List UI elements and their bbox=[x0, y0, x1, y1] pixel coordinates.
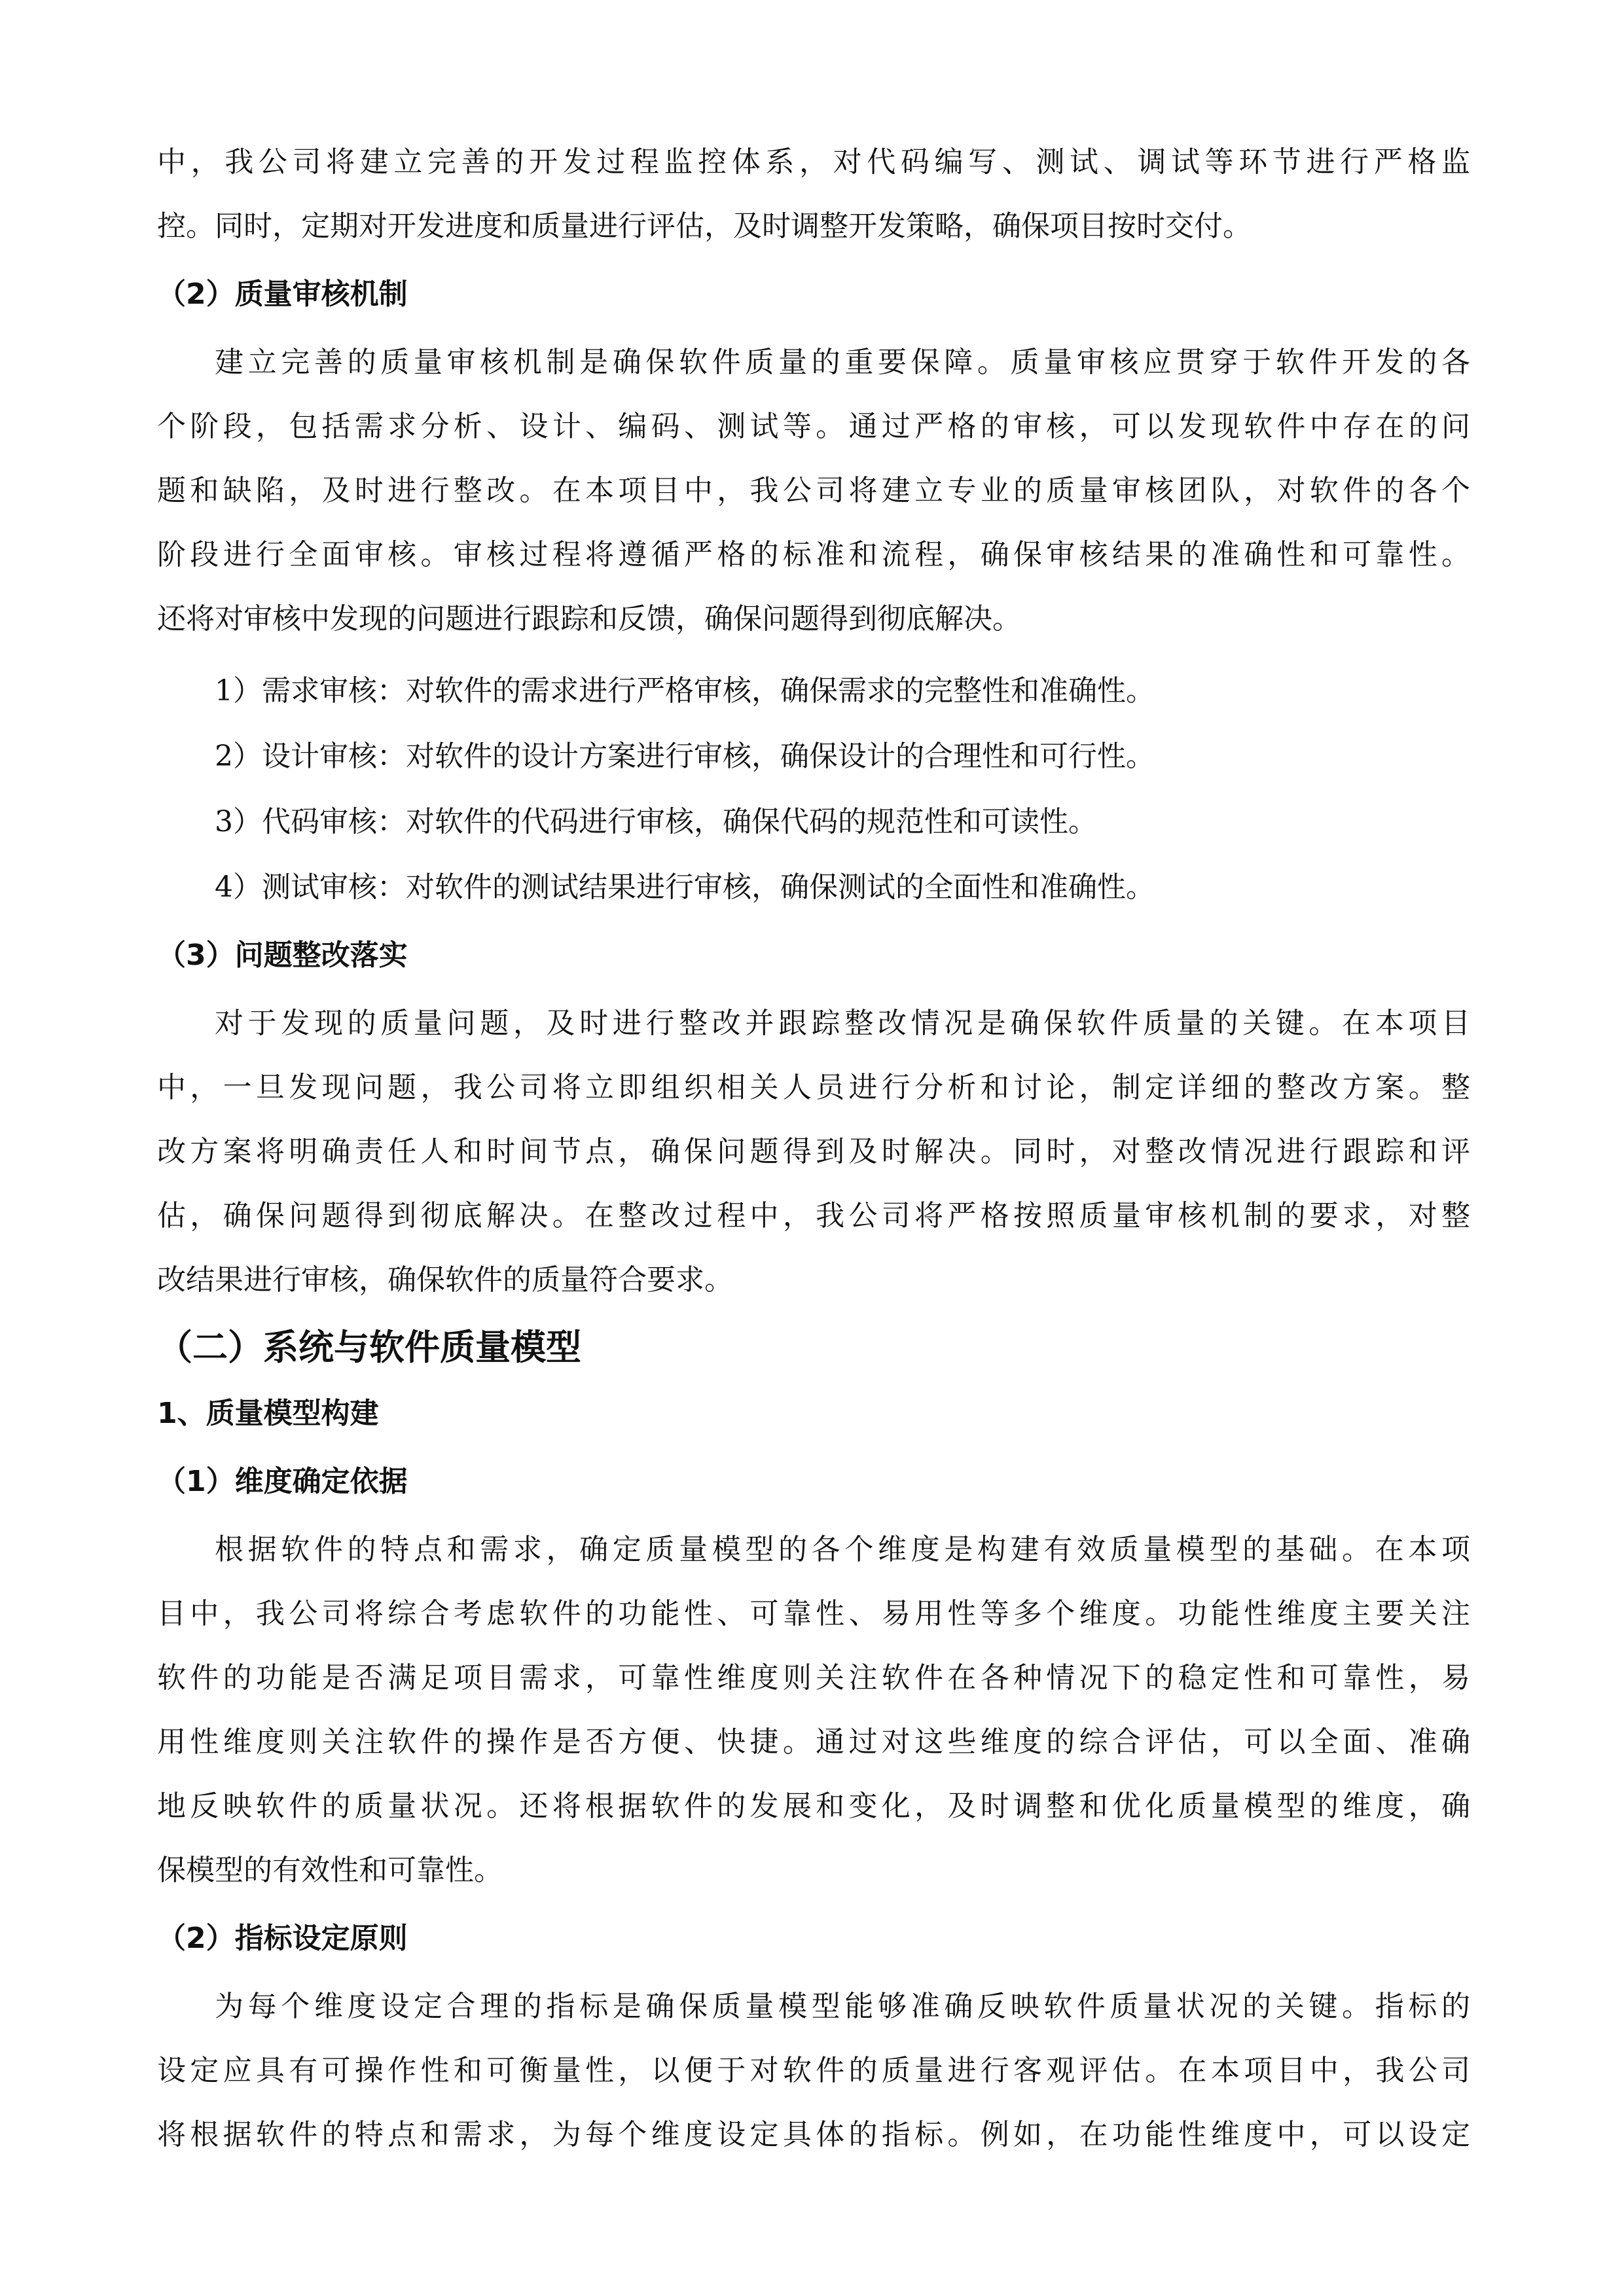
body-text-line: 题和缺陷，及时进行整改。在本项目中，我公司将建立专业的质量审核团队，对软件的各个 bbox=[157, 474, 1475, 507]
body-text-line: 将根据软件的特点和需求，为每个维度设定具体的指标。例如，在功能性维度中，可以设定 bbox=[157, 2118, 1475, 2151]
subsection-heading: （2）质量审核机制 bbox=[157, 278, 408, 311]
paragraph-first-line: 建立完善的质量审核机制是确保软件质量的重要保障。质量审核应贯穿于软件开发的各 bbox=[215, 346, 1475, 379]
body-text-line: 目中，我公司将综合考虑软件的功能性、可靠性、易用性等多个维度。功能性维度主要关注 bbox=[157, 1597, 1475, 1630]
subheading: 1、质量模型构建 bbox=[157, 1397, 379, 1430]
body-text-line: 用性维度则关注软件的操作是否方便、快捷。通过对这些维度的综合评估，可以全面、准确 bbox=[157, 1725, 1475, 1759]
subsection-heading: （3）问题整改落实 bbox=[157, 939, 408, 972]
paragraph-first-line: 为每个维度设定合理的指标是确保质量模型能够准确反映软件质量状况的关键。指标的 bbox=[215, 1990, 1475, 2023]
paragraph-first-line: 根据软件的特点和需求，确定质量模型的各个维度是构建有效质量模型的基础。在本项 bbox=[215, 1533, 1475, 1566]
body-text-line: 中，一旦发现问题，我公司将立即组织相关人员进行分析和讨论，制定详细的整改方案。整 bbox=[157, 1071, 1475, 1104]
body-text-line: 控。同时，定期对开发进度和质量进行评估，及时调整开发策略，确保项目按时交付。 bbox=[157, 209, 1252, 243]
body-text-line: 估，确保问题得到彻底解决。在整改过程中，我公司将严格按照质量审核机制的要求，对整 bbox=[157, 1199, 1475, 1232]
body-text-line: 设定应具有可操作性和可衡量性，以便于对软件的质量进行客观评估。在本项目中，我公司 bbox=[157, 2054, 1475, 2087]
body-text-line: 保模型的有效性和可靠性。 bbox=[157, 1854, 503, 1887]
section-heading: （二）系统与软件质量模型 bbox=[157, 1327, 581, 1368]
paragraph-first-line: 对于发现的质量问题，及时进行整改并跟踪整改情况是确保软件质量的关键。在本项目 bbox=[215, 1007, 1475, 1040]
subsection-heading: （1）维度确定依据 bbox=[157, 1465, 408, 1498]
body-text-line: 个阶段，包括需求分析、设计、编码、测试等。通过严格的审核，可以发现软件中存在的问 bbox=[157, 410, 1475, 443]
list-item: 1）需求审核：对软件的需求进行严格审核，确保需求的完整性和准确性。 bbox=[215, 674, 1155, 708]
body-text-line: 还将对审核中发现的问题进行跟踪和反馈，确保问题得到彻底解决。 bbox=[157, 602, 1021, 636]
subsection-heading: （2）指标设定原则 bbox=[157, 1922, 408, 1955]
list-item: 3）代码审核：对软件的代码进行审核，确保代码的规范性和可读性。 bbox=[215, 805, 1097, 838]
body-text-line: 改方案将明确责任人和时间节点，确保问题得到及时解决。同时，对整改情况进行跟踪和评 bbox=[157, 1135, 1475, 1168]
body-text-line: 改结果进行审核，确保软件的质量符合要求。 bbox=[157, 1263, 733, 1297]
list-item: 4）测试审核：对软件的测试结果进行审核，确保测试的全面性和准确性。 bbox=[215, 870, 1155, 904]
body-text-line: 地反映软件的质量状况。还将根据软件的发展和变化，及时调整和优化质量模型的维度，确 bbox=[157, 1789, 1475, 1823]
body-text-line: 软件的功能是否满足项目需求，可靠性维度则关注软件在各种情况下的稳定性和可靠性，易 bbox=[157, 1661, 1475, 1695]
body-text-line: 中，我公司将建立完善的开发过程监控体系，对代码编写、测试、调试等环节进行严格监 bbox=[157, 145, 1475, 179]
list-item: 2）设计审核：对软件的设计方案进行审核，确保设计的合理性和可行性。 bbox=[215, 740, 1155, 773]
body-text-line: 阶段进行全面审核。审核过程将遵循严格的标准和流程，确保审核结果的准确性和可靠性。 bbox=[157, 538, 1475, 571]
